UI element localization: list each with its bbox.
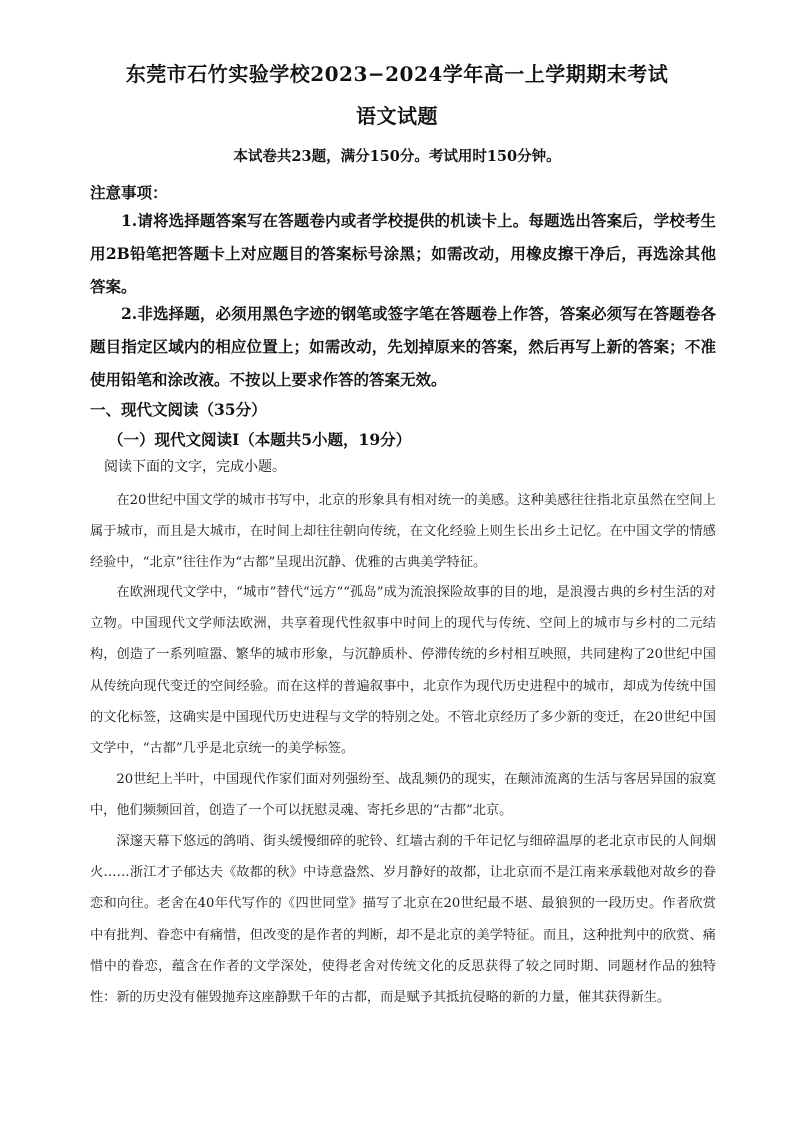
notice-item-2: 2.非选择题，必须用黑色字迹的钢笔或签字笔在答题卷上作答，答案必须写在答题卷各题目指定区域内的相应位置上；如需改动，先划掉原来的答案，然后再写上新的答案；不准使用铅笔和涂改液。不按以上要求作答的答案无效。 [90, 304, 716, 389]
passage-paragraph-2: 在欧洲现代文学中，“城市”替代“远方”“孤岛”成为流浪探险故事的目的地，是浪漫古典的乡村生活的对立物。中国现代文学师法欧洲，共享着现代性叙事中时间上的现代与传统、空间上的城市与乡村的二元结构，创造了一系列喧嚣、繁华的城市形象，与沉静质朴、停滞传统的乡村相互映照，共同建构了20世纪中国从传统向现代变迁的空间经验。而在这样的普遍叙事中，北京作为现代历史进程中的城市，却成为传统中国的文化标签，这确实是中国现代历史进程与文学的特别之处。不管北京经历了多少新的变迁，在20世纪中国文学中，“古都”几乎是北京统一的美学标签。 [90, 585, 716, 757]
exam-info: 本试卷共23题，满分150分。考试用时150分钟。 [233, 148, 561, 165]
section-heading: 一、现代文阅读（35分） [90, 400, 267, 419]
passage-paragraph-1: 在20世纪中国文学的城市书写中，北京的形象具有相对统一的美感。这种美感往往指北京虽然在空间上属于城市，而且是大城市，在时间上却往往朝向传统，在文化经验上则生长出乡土记忆。在中国文学的情感经验中，“北京”往往作为“古都”呈现出沉静、优雅的古典美学特征。 [90, 493, 716, 571]
subsection-heading: （一）现代文阅读Ⅰ（本题共5小题，19分） [108, 430, 412, 449]
passage-paragraph-3: 20世纪上半叶，中国现代作家们面对列强纷至、战乱频仍的现实，在颠沛流离的生活与客居异国的寂寞中，他们频频回首，创造了一个可以抚慰灵魂、寄托乡思的“古都”北京。 [90, 772, 716, 819]
exam-subtitle: 语文试题 [356, 104, 438, 128]
passage-paragraph-4: 深邃天幕下悠远的鸽哨、街头缓慢细碎的驼铃、红墙古刹的千年记忆与细碎温厚的老北京市民的人间烟火……浙江才子郁达夫《故都的秋》中诗意盎然、岁月静好的故都，让北京而不是江南来承载他对故乡的眷恋和向往。老舍在40年代写作的《四世同堂》描写了北京在20世纪最不堪、最狼狈的一段历史。作者欣赏中有批判、眷恋中有痛惜，但改变的是作者的判断，却不是北京的美学特征。而且，这种批判中的欣赏、痛惜中的眷恋，蕴含在作者的文学深处，使得老舍对传统文化的反思获得了较之同时期、同题材作品的独特性：新的历史没有催毁抛弃这座静默千年的古都，而是赋予其抵抗侵略的新的力量，催其获得新生。 [90, 834, 716, 1006]
notice-heading: 注意事项： [90, 183, 168, 202]
reading-instruction: 阅读下面的文字，完成小题。 [104, 459, 286, 475]
notice-item-1: 1.请将选择题答案写在答题卷内或者学校提供的机读卡上。每题选出答案后，学校考生用2B铅笔把答题卡上对应题目的答案标号涂黑；如需改动，用橡皮擦干净后，再选涂其他答案。 [90, 211, 716, 296]
exam-title: 东莞市石竹实验学校2023−2024学年高一上学期期末考试 [125, 62, 669, 86]
